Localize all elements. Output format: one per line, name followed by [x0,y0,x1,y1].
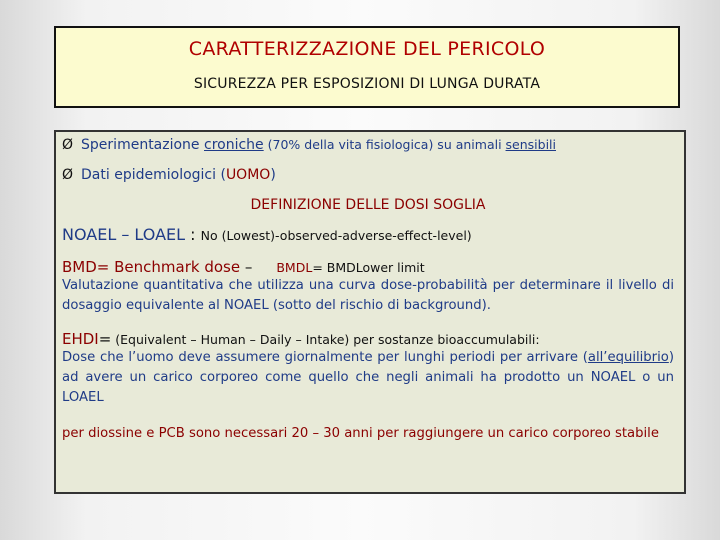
bmd-line: BMD= Benchmark dose – BMDL= BMDLower limit [62,258,425,276]
noael-desc: No (Lowest)-observed-adverse-effect-level) [200,228,472,243]
bmd-paragraph: Valutazione quantitativa che utilizza una curva dose-probabilità per determinare il livello di dosaggio equivalente al NOAEL (sotto del rischio di background). [62,278,674,313]
content-box [54,130,686,494]
underlined-word: sensibili [505,137,556,152]
final-note: per diossine e PCB sono necessari 20 – 30 anni per raggiungere un carico corporeo stabile [62,426,659,441]
title-box [54,26,680,108]
bullet-dati-epidemiologici [62,167,674,183]
slide-title: CARATTERIZZAZIONE DEL PERICOLO [188,38,546,60]
bullet-text: Sperimentazione croniche (70% della vita fisiologica) su animali sensibili [81,137,556,153]
ehdi-line: EHDI= (Equivalent – Human – Daily – Intake) per sostanze bioaccumulabili: [62,330,540,348]
ehdi-term: EHDI [62,330,99,348]
bullet-sperimentazione [62,137,674,153]
uomo-highlight: UOMO [225,167,271,183]
underlined-word: all’equilibrio [587,350,669,365]
bmd-term: BMD= Benchmark dose [62,258,241,276]
bmdl-line: BMDL= BMDLower limit [276,260,425,275]
slide-subtitle: SICUREZZA PER ESPOSIZIONI DI LUNGA DURATA [193,76,541,92]
noael-term: NOAEL – LOAEL [62,225,186,244]
arrow-bullet-icon: Ø [62,137,74,153]
noael-line: NOAEL – LOAEL : No (Lowest)-observed-adverse-effect-level) [62,225,472,244]
definition-heading: DEFINIZIONE DELLE DOSI SOGLIA [250,197,486,213]
ehdi-desc: (Equivalent – Human – Daily – Intake) per sostanze bioaccumulabili: [111,332,540,347]
arrow-bullet-icon: Ø [62,167,74,183]
ehdi-paragraph: Dose che l’uomo deve assumere giornalmente per lunghi periodi per arrivare (all’equilibrio) ad avere un carico corporeo come quello che negli animali ha prodotto un NOAEL o un LOAEL [62,350,674,405]
bullet-text: Dati epidemiologici (UOMO) [81,167,276,183]
underlined-word: croniche [204,137,264,153]
